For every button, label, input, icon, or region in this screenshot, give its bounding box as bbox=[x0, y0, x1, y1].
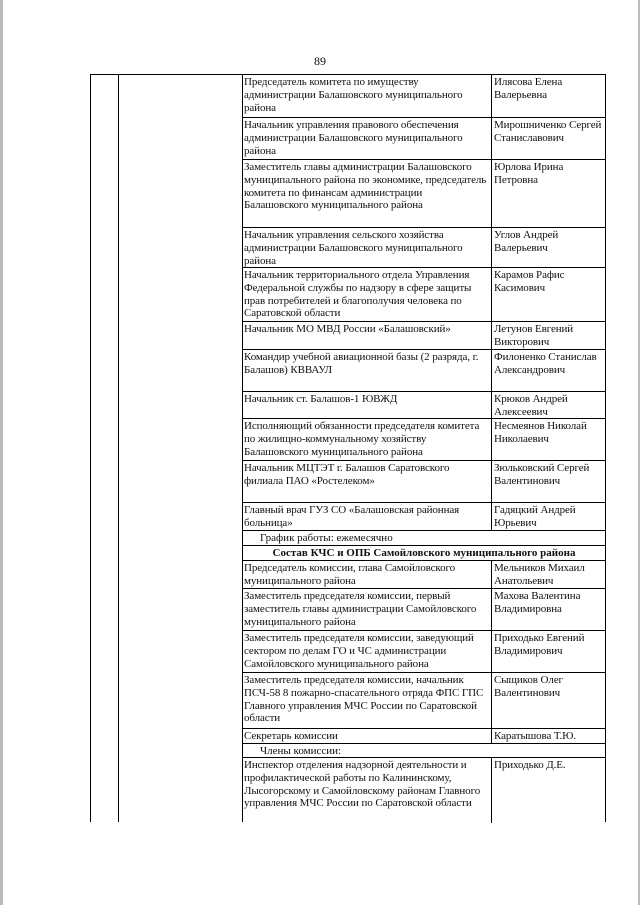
position-cell: Председатель комиссии, глава Самойловского муниципального района bbox=[244, 562, 456, 587]
position-cell: Начальник МО МВД России «Балашовский» bbox=[244, 323, 451, 335]
name-cell: Махова Валентина Владимировна bbox=[494, 590, 581, 615]
table-row bbox=[242, 418, 606, 460]
table-row bbox=[242, 117, 606, 159]
table-row bbox=[242, 74, 606, 117]
name-cell: Мирошниченко Сергей Станиславович bbox=[494, 119, 602, 144]
name-cell: Карамов Рафис Касимович bbox=[494, 269, 565, 294]
name-cell: Приходько Д.Е. bbox=[494, 759, 566, 771]
members-label-row bbox=[242, 743, 606, 757]
table-row bbox=[242, 630, 606, 672]
position-cell: Командир учебной авиационной базы (2 разряда, г. Балашов) КВВАУЛ bbox=[244, 351, 479, 376]
position-cell: Инспектор отделения надзорной деятельности и профилактической работы по Калининскому, Лысогорскому и Самойловскому районам Главного управления МЧС России по Саратовской области bbox=[244, 759, 481, 810]
table-row bbox=[242, 728, 606, 743]
position-cell: Заместитель председателя комиссии, первый заместитель главы администрации Самойловского муниципального района bbox=[244, 590, 477, 628]
table-row bbox=[242, 502, 606, 530]
position-cell: Заместитель председателя комиссии, заведующий сектором по делам ГО и ЧС администрации Самойловского муниципального района bbox=[244, 632, 474, 670]
name-cell: Филоненко Станислав Александрович bbox=[494, 351, 597, 376]
table-row bbox=[242, 588, 606, 630]
position-cell: Секретарь комиссии bbox=[244, 730, 338, 742]
name-cell: Юрлова Ирина Петровна bbox=[494, 161, 564, 186]
position-cell: Начальник территориального отдела Управления Федеральной службы по надзору в сфере защиты прав потребителей и благополучия человека по Саратовской области bbox=[244, 269, 472, 320]
name-cell: Каратышова Т.Ю. bbox=[494, 730, 576, 742]
name-cell: Летунов Евгений Викторович bbox=[494, 323, 574, 348]
name-cell: Несмеянов Николай Николаевич bbox=[494, 420, 587, 445]
name-cell: Илясова Елена Валерьевна bbox=[494, 76, 563, 101]
name-cell: Углов Андрей Валерьевич bbox=[494, 229, 559, 254]
table-row bbox=[242, 267, 606, 321]
table-row bbox=[242, 227, 606, 267]
section-heading: Состав КЧС и ОПБ Самойловского муниципального района bbox=[272, 547, 576, 559]
position-cell: Начальник ст. Балашов-1 ЮВЖД bbox=[244, 393, 398, 405]
members-label: Члены комиссии: bbox=[260, 745, 342, 757]
table-row bbox=[242, 391, 606, 418]
scan-edge-left bbox=[0, 0, 3, 905]
table-row bbox=[242, 349, 606, 391]
schedule-row bbox=[242, 530, 606, 545]
position-cell: Начальник управления сельского хозяйства администрации Балашовского муниципального района bbox=[244, 229, 463, 267]
schedule-text: График работы: ежемесячно bbox=[260, 532, 393, 544]
position-cell: Председатель комитета по имуществу администрации Балашовского муниципального района bbox=[244, 76, 463, 114]
name-cell: Мельников Михаил Анатольевич bbox=[494, 562, 585, 587]
position-cell: Начальник управления правового обеспечения администрации Балашовского муниципального района bbox=[244, 119, 463, 157]
table-row bbox=[242, 560, 606, 588]
page-number: 89 bbox=[314, 54, 326, 68]
table-row bbox=[242, 321, 606, 349]
name-cell: Зюльковский Сергей Валентинович bbox=[494, 462, 590, 487]
name-cell: Сыщиков Олег Валентинович bbox=[494, 674, 563, 699]
table-row bbox=[242, 757, 606, 822]
table-column-divider-1 bbox=[118, 74, 119, 822]
position-cell: Заместитель председателя комиссии, начальник ПСЧ-58 8 пожарно-спасательного отряда ФПС ГПС Главного управления МЧС России по Саратовской области bbox=[244, 674, 484, 725]
position-cell: Исполняющий обязанности председателя комитета по жилищно-коммунальному хозяйству Балашовского муниципального района bbox=[244, 420, 480, 458]
section-heading-row bbox=[242, 545, 606, 560]
position-cell: Начальник МЦТЭТ г. Балашов Саратовского филиала ПАО «Ростелеком» bbox=[244, 462, 450, 487]
position-cell: Заместитель главы администрации Балашовского муниципального района по экономике, председатель комитета по финансам администрации Балашовского муниципального района bbox=[244, 161, 487, 212]
name-cell: Крюков Андрей Алексеевич bbox=[494, 393, 568, 418]
table-row bbox=[242, 672, 606, 728]
name-cell: Гадяцкий Андрей Юрьевич bbox=[494, 504, 576, 529]
table-row bbox=[242, 460, 606, 502]
name-cell: Приходько Евгений Владимирович bbox=[494, 632, 585, 657]
table-row bbox=[242, 159, 606, 227]
position-cell: Главный врач ГУЗ СО «Балашовская районная больница» bbox=[244, 504, 460, 529]
